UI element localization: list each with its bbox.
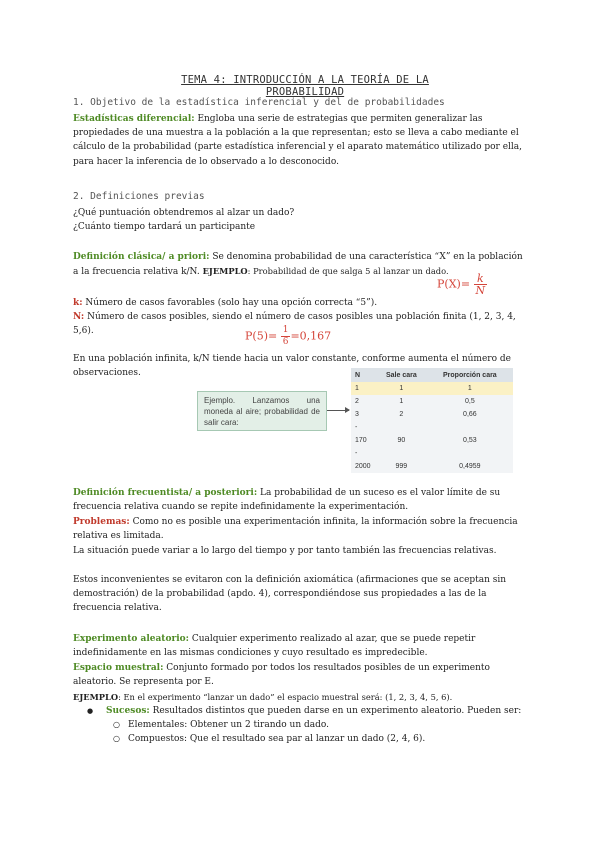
section-1-text: Engloba una serie de estrategias que permiten generalizar las propiedades de una muestra a la población a la que representan; esto se lleva a cabo mediante el cálculo de la probabilidad (parte estadística inferencial y el aparato matemático utilizado por ella, para hacer la inferencia de lo observado a lo desconocido. bbox=[73, 114, 523, 167]
clasica-example-text: : Probabilidad de que salga 5 al lanzar un dado. bbox=[247, 266, 449, 277]
table-row bbox=[351, 460, 513, 473]
formula-p5-num: 1 bbox=[282, 325, 289, 335]
page-title: TEMA 4: INTRODUCCIÓN A LA TEORÍA DE LA PROBABILIDAD bbox=[181, 74, 429, 98]
table-header: N bbox=[351, 368, 376, 382]
ejemplo-espacio-label: EJEMPLO bbox=[73, 692, 119, 702]
table-row bbox=[351, 382, 513, 395]
formula-p5-lhs: P(5)= bbox=[245, 329, 278, 343]
table-cell: 999 bbox=[376, 460, 427, 473]
axiomatica-paragraph: Estos inconvenientes se evitaron con la definición axiomática (afirmaciones que se aceptan sin demostración) de la probabilidad (apdo. 4), correspondiéndose sus propiedades a las de la frecuencia relativa. bbox=[73, 575, 507, 614]
n-text: Número de casos posibles, siendo el número de casos posibles una población finita (1, 2, 3, 4, 5,6). bbox=[73, 312, 516, 337]
k-definition bbox=[73, 296, 525, 310]
coin-frequency-table bbox=[351, 368, 513, 473]
question-1: ¿Qué puntuación obtendremos al alzar un dado? bbox=[73, 208, 295, 218]
term-sucesos: Sucesos: bbox=[106, 706, 150, 716]
table-cell: - bbox=[351, 447, 376, 460]
espacio-paragraph bbox=[73, 661, 525, 689]
sucesos-text: Resultados distintos que pueden darse en un experimento aleatorio. Pueden ser: bbox=[149, 706, 522, 716]
k-text: Número de casos favorables (solo hay una opción correcta “5”). bbox=[82, 298, 378, 308]
formula-px-den: N bbox=[475, 284, 486, 297]
term-frecuentista: Definición frecuentista/ a posteriori: bbox=[73, 488, 258, 498]
frecuentista-text: La probabilidad de un suceso es el valor límite de su frecuencia relativa cuando se repite indefinidamente la experimentación. bbox=[73, 488, 501, 513]
table-cell: 1 bbox=[376, 382, 427, 395]
term-espacio: Espacio muestral: bbox=[73, 663, 164, 673]
table-cell: 0,5 bbox=[427, 395, 513, 408]
ejemplo-espacio bbox=[73, 690, 525, 704]
table-cell: 3 bbox=[351, 408, 376, 421]
table-row bbox=[351, 421, 513, 434]
table-cell: 2 bbox=[351, 395, 376, 408]
coin-example-box: Ejemplo. Lanzamos una moneda al aire; probabilidad de salir cara: bbox=[197, 391, 327, 431]
table-cell: 0,66 bbox=[427, 408, 513, 421]
table-row bbox=[351, 447, 513, 460]
table-cell: - bbox=[351, 421, 376, 434]
table-cell bbox=[427, 421, 513, 434]
n-label: N: bbox=[73, 312, 85, 322]
term-problemas: Problemas: bbox=[73, 517, 130, 527]
table-cell: 2000 bbox=[351, 460, 376, 473]
experimento-paragraph bbox=[73, 632, 525, 660]
problemas-text: Como no es posible una experimentación infinita, la información sobre la frecuencia relativa es limitada. bbox=[73, 517, 518, 542]
table-cell bbox=[376, 421, 427, 434]
table-header: Sale cara bbox=[376, 368, 427, 382]
section-2-heading: 2. Definiciones previas bbox=[73, 191, 205, 202]
term-estadistica: Estadísticas diferencial: bbox=[73, 114, 195, 124]
formula-p5-den: 6 bbox=[282, 337, 289, 347]
infinite-paragraph: En una población infinita, k/N tiende hacia un valor constante, conforme aumenta el número de observaciones. bbox=[73, 354, 511, 379]
formula-p5 bbox=[245, 325, 331, 348]
clasica-example-label: EJEMPLO bbox=[202, 266, 248, 277]
table-row bbox=[351, 395, 513, 408]
arrow-head-icon bbox=[345, 407, 350, 413]
table-header-row bbox=[351, 368, 513, 382]
table-cell: 1 bbox=[376, 395, 427, 408]
list-item: ○ Compuestos: Que el resultado sea par al lanzar un dado (2, 4, 6). bbox=[73, 732, 525, 746]
section-1-heading: 1. Objetivo de la estadística inferencial y del de probabilidades bbox=[73, 97, 445, 108]
table-row bbox=[351, 408, 513, 421]
term-experimento: Experimento aleatorio: bbox=[73, 634, 189, 644]
list-item bbox=[73, 704, 525, 718]
table-cell: 0,4959 bbox=[427, 460, 513, 473]
table-cell bbox=[376, 447, 427, 460]
situacion-line: La situación puede variar a lo largo del tiempo y por tanto también las frecuencias relativas. bbox=[73, 546, 497, 556]
experimento-text: Cualquier experimento realizado al azar, que se puede repetir indefinidamente en las mismas condiciones y cuyo resultado es impredecible. bbox=[73, 634, 476, 659]
table-cell: 1 bbox=[351, 382, 376, 395]
term-clasica: Definición clásica/ a priori: bbox=[73, 252, 210, 262]
table-cell: 90 bbox=[376, 434, 427, 447]
formula-px-num: k bbox=[474, 273, 488, 285]
table-header: Proporción cara bbox=[427, 368, 513, 382]
table-cell: 1 bbox=[427, 382, 513, 395]
question-2: ¿Cuánto tiempo tardará un participante bbox=[73, 222, 256, 232]
espacio-text: Conjunto formado por todos los resultados posibles de un experimento aleatorio. Se representa por E. bbox=[73, 663, 490, 688]
table-row bbox=[351, 434, 513, 447]
table-cell: 0,53 bbox=[427, 434, 513, 447]
frecuentista-paragraph bbox=[73, 486, 525, 514]
table-cell: 170 bbox=[351, 434, 376, 447]
k-label: k: bbox=[73, 298, 83, 308]
ejemplo-espacio-text: : En el experimento “lanzar un dado” el espacio muestral será: (1, 2, 3, 4, 5, 6). bbox=[118, 692, 453, 702]
sucesos-list bbox=[73, 704, 525, 747]
problemas-paragraph bbox=[73, 515, 525, 543]
table-cell: 2 bbox=[376, 408, 427, 421]
formula-px bbox=[437, 273, 487, 296]
formula-px-lhs: P(X)= bbox=[437, 277, 471, 291]
formula-p5-rhs: =0,167 bbox=[290, 329, 332, 343]
section-1-paragraph bbox=[73, 112, 525, 169]
clasica-text: Se denomina probabilidad de una característica “X” en la población a la frecuencia relativa k/N. bbox=[73, 252, 523, 278]
table-cell bbox=[427, 447, 513, 460]
list-item: ○ Elementales: Obtener un 2 tirando un dado. bbox=[73, 718, 525, 732]
